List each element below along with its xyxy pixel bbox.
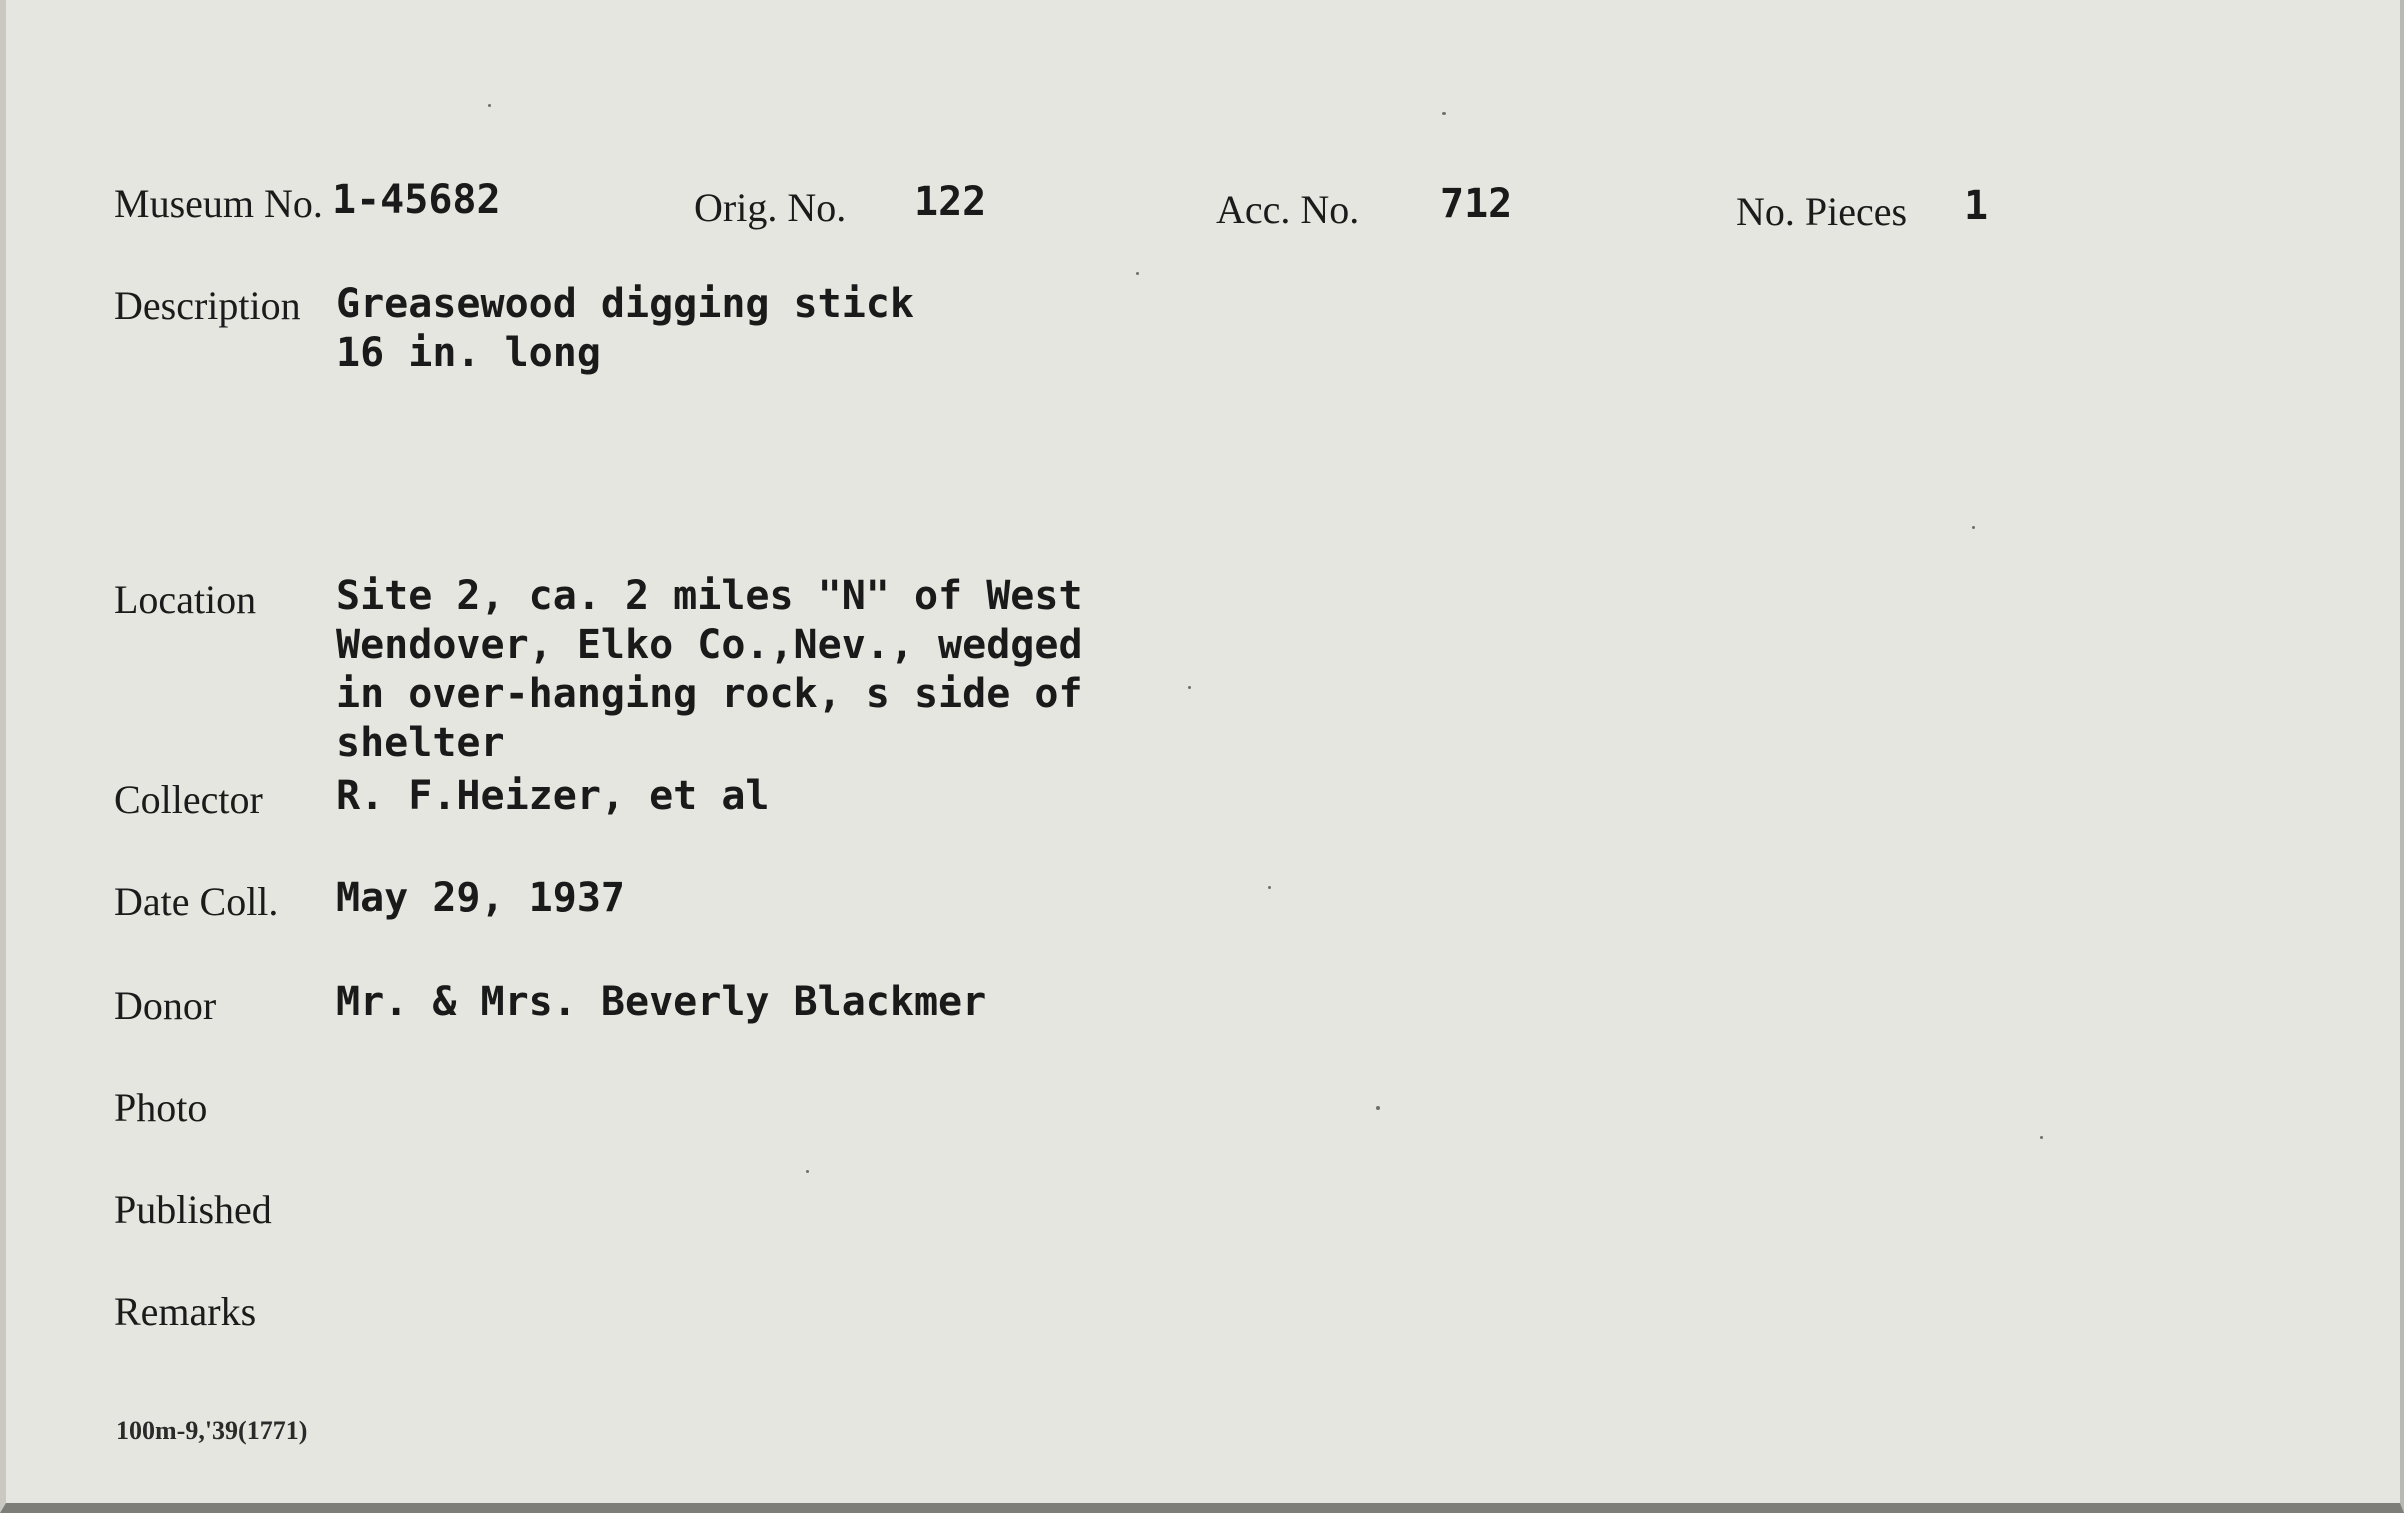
published-label: Published <box>114 1187 272 1232</box>
paper-speck <box>1268 886 1271 889</box>
museum-no-label: Museum No. <box>114 181 323 226</box>
donor-value: Mr. & Mrs. Beverly Blackmer <box>336 979 987 1025</box>
remarks-label: Remarks <box>114 1289 257 1334</box>
paper-speck <box>1136 272 1139 275</box>
description-line-2: 16 in. long <box>336 330 601 376</box>
orig-no-value: 122 <box>914 179 987 225</box>
location-label: Location <box>114 577 257 622</box>
description-label: Description <box>114 283 301 328</box>
description-line-1: Greasewood digging stick <box>336 281 914 327</box>
date-coll-label: Date Coll. <box>114 879 279 924</box>
paper-speck <box>1188 686 1191 689</box>
acc-no-value: 712 <box>1440 181 1513 227</box>
location-line-4: shelter <box>336 720 505 766</box>
acc-no-label: Acc. No. <box>1216 187 1360 232</box>
no-pieces-label: No. Pieces <box>1736 189 1908 234</box>
paper-speck <box>806 1170 809 1173</box>
collector-value: R. F.Heizer, et al <box>336 773 770 819</box>
location-line-3: in over-hanging rock, s side of <box>336 671 1083 717</box>
orig-no-label: Orig. No. <box>694 185 847 230</box>
no-pieces-value: 1 <box>1964 183 1989 229</box>
donor-label: Donor <box>114 983 217 1028</box>
paper-speck <box>1972 526 1975 529</box>
paper-speck <box>1442 112 1446 115</box>
paper-speck <box>1376 1106 1380 1110</box>
collector-label: Collector <box>114 777 263 822</box>
photo-label: Photo <box>114 1085 208 1130</box>
location-line-1: Site 2, ca. 2 miles "N" of West <box>336 573 1083 619</box>
museum-no-value: 1-45682 <box>332 177 501 223</box>
location-line-2: Wendover, Elko Co.,Nev., wedged <box>336 622 1083 668</box>
paper-speck <box>488 104 491 107</box>
paper-speck <box>2040 1136 2043 1139</box>
print-imprint: 100m-9,'39(1771) <box>116 1416 308 1445</box>
date-coll-value: May 29, 1937 <box>336 875 625 921</box>
